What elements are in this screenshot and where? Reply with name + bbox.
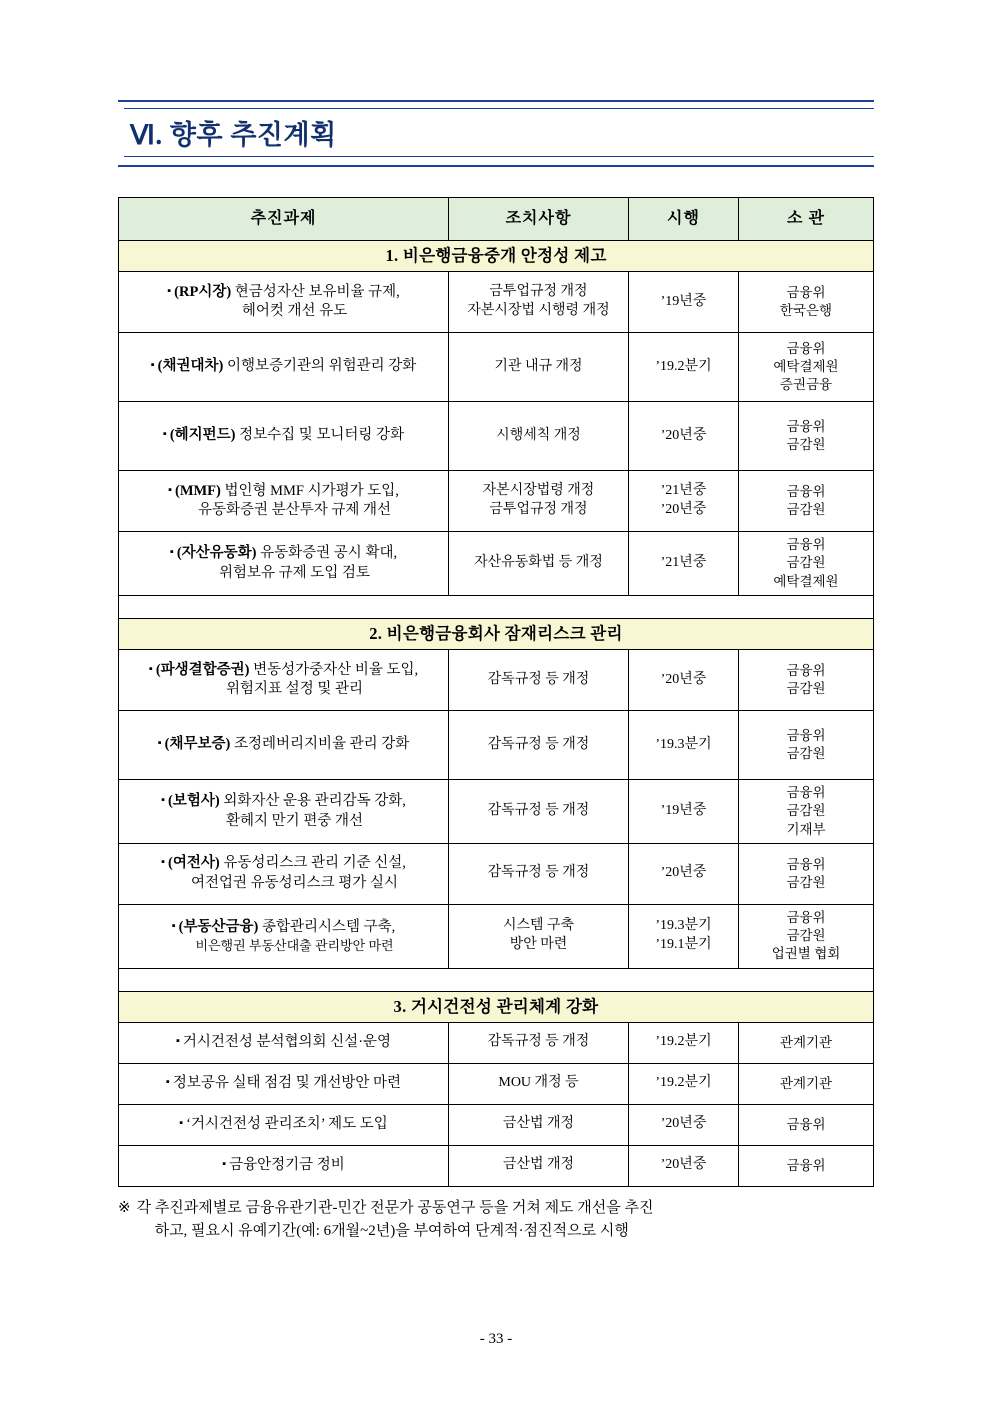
page-number: - 33 - [479, 1331, 513, 1347]
cell-owner: 금융위 금감원 [739, 471, 874, 532]
cell-task: ▪ (파생결합증권) 변동성가중자산 비율 도입, 위험지표 설정 및 관리 [119, 650, 449, 711]
footnote [118, 1197, 873, 1244]
footnote-line-1: 각 추진과제별로 금융유관기관-민간 전문가 공동연구 등을 거쳐 제도 개선을 추진 [136, 1199, 654, 1216]
col-timing: 시행 [629, 198, 739, 241]
cell-timing: ’19년중 [629, 272, 739, 333]
cell-owner: 금융위 한국은행 [739, 272, 874, 333]
cell-owner: 관계기관 [739, 1063, 874, 1104]
cell-task: ▪ (보험사) 외화자산 운용 관리감독 강화, 환헤지 만기 편중 개선 [119, 780, 449, 844]
table-header-row [119, 198, 874, 241]
cell-task: ▪ (RP시장) 현금성자산 보유비율 규제, 헤어컷 개선 유도 [119, 272, 449, 333]
table-row [119, 780, 874, 844]
section-title: 3. 거시건전성 관리체계 강화 [119, 991, 874, 1022]
cell-timing: ’20년중 [629, 843, 739, 904]
section-title: 1. 비은행금융중개 안정성 제고 [119, 241, 874, 272]
bullet-icon: ▪ [179, 1116, 184, 1129]
cell-timing: ’19.3분기 [629, 711, 739, 780]
cell-timing: ’21년중 ’20년중 [629, 471, 739, 532]
cell-action: 감독규정 등 개정 [449, 711, 629, 780]
bullet-icon: ▪ [161, 856, 165, 869]
table-row [119, 532, 874, 596]
plan-table [118, 197, 874, 1187]
cell-task: ▪ ‘거시건전성 관리조치’ 제도 도입 [119, 1104, 449, 1145]
cell-action: 감독규정 등 개정 [449, 780, 629, 844]
cell-task: ▪ 금융안정기금 정비 [119, 1145, 449, 1186]
section-title-row [119, 241, 874, 272]
cell-task: ▪ (채권대차) 이행보증기관의 위험관리 강화 [119, 333, 449, 402]
table-row [119, 402, 874, 471]
cell-action: 시스템 구축 방안 마련 [449, 904, 629, 968]
table-row [119, 1104, 874, 1145]
cell-task: ▪ (MMF) 법인형 MMF 시가평가 도입, 유동화증권 분산투자 규제 개선 [119, 471, 449, 532]
cell-owner: 금융위 금감원 업권별 협회 [739, 904, 874, 968]
table-body [119, 241, 874, 1187]
col-owner: 소 관 [739, 198, 874, 241]
cell-timing: ’19.3분기 ’19.1분기 [629, 904, 739, 968]
cell-owner: 금융위 금감원 [739, 843, 874, 904]
table-row [119, 1063, 874, 1104]
bullet-icon: ▪ [175, 1034, 180, 1047]
col-action: 조치사항 [449, 198, 629, 241]
cell-task: ▪ (헤지펀드) 정보수집 및 모니터링 강화 [119, 402, 449, 471]
section-title: 2. 비은행금융회사 잠재리스크 관리 [119, 618, 874, 649]
page-title: Ⅵ. 향후 추진계획 [130, 120, 337, 150]
cell-task: ▪ (부동산금융) 종합관리시스템 구축, 비은행권 부동산대출 관리방안 마련 [119, 904, 449, 968]
bullet-icon: ▪ [165, 1075, 170, 1088]
cell-owner: 금융위 금감원 [739, 402, 874, 471]
bullet-icon: ▪ [168, 483, 172, 496]
cell-timing: ’20년중 [629, 650, 739, 711]
cell-timing: ’19년중 [629, 780, 739, 844]
cell-action: 자본시장법령 개정 금투업규정 개정 [449, 471, 629, 532]
cell-owner: 금융위 [739, 1104, 874, 1145]
cell-task: ▪ 거시건전성 분석협의회 신설·운영 [119, 1022, 449, 1063]
footnote-line-2: 하고, 필요시 유예기간(예: 6개월~2년)을 부여하여 단계적·점진적으로 시행 [154, 1223, 629, 1240]
section-title-row [119, 991, 874, 1022]
cell-action: 감독규정 등 개정 [449, 650, 629, 711]
cell-timing: ’21년중 [629, 532, 739, 596]
cell-action: 금산법 개정 [449, 1104, 629, 1145]
bullet-icon: ▪ [150, 359, 155, 372]
table-row [119, 272, 874, 333]
cell-owner: 금융위 금감원 [739, 711, 874, 780]
cell-task: ▪ (여전사) 유동성리스크 관리 기준 신설, 여전업권 유동성리스크 평가 실시 [119, 843, 449, 904]
cell-timing: ’20년중 [629, 1145, 739, 1186]
section-spacer [119, 968, 874, 991]
cell-owner: 금융위 금감원 기재부 [739, 780, 874, 844]
table-row [119, 711, 874, 780]
bullet-icon: ▪ [167, 284, 172, 297]
cell-action: 자산유동화법 등 개정 [449, 532, 629, 596]
cell-timing: ’19.2분기 [629, 1022, 739, 1063]
section-spacer [119, 595, 874, 618]
bullet-icon: ▪ [171, 919, 176, 932]
cell-owner: 금융위 금감원 [739, 650, 874, 711]
cell-action: 시행세칙 개정 [449, 402, 629, 471]
cell-action: 금산법 개정 [449, 1145, 629, 1186]
col-task: 추진과제 [119, 198, 449, 241]
cell-owner: 금융위 금감원 예탁결제원 [739, 532, 874, 596]
cell-owner: 금융위 [739, 1145, 874, 1186]
cell-task: ▪ (자산유동화) 유동화증권 공시 확대, 위험보유 규제 도입 검토 [119, 532, 449, 596]
table-row [119, 471, 874, 532]
cell-timing: ’20년중 [629, 402, 739, 471]
cell-owner: 관계기관 [739, 1022, 874, 1063]
cell-action: 감독규정 등 개정 [449, 843, 629, 904]
table-row [119, 650, 874, 711]
section-heading [118, 100, 874, 167]
section-title-row [119, 618, 874, 649]
bullet-icon: ▪ [161, 793, 165, 806]
table-row [119, 843, 874, 904]
table-row [119, 333, 874, 402]
footnote-mark: ※ [118, 1199, 131, 1216]
cell-action: MOU 개정 등 [449, 1063, 629, 1104]
bullet-icon: ▪ [162, 428, 167, 441]
cell-action: 금투업규정 개정 자본시장법 시행령 개정 [449, 272, 629, 333]
cell-owner: 금융위 예탁결제원 증권금융 [739, 333, 874, 402]
table-row [119, 1145, 874, 1186]
cell-task: ▪ 정보공유 실태 점검 및 개선방안 마련 [119, 1063, 449, 1104]
table-row [119, 1022, 874, 1063]
table-row [119, 904, 874, 968]
cell-task: ▪ (채무보증) 조정레버리지비율 관리 강화 [119, 711, 449, 780]
bullet-icon: ▪ [148, 662, 153, 675]
cell-action: 기관 내규 개정 [449, 333, 629, 402]
cell-action: 감독규정 등 개정 [449, 1022, 629, 1063]
cell-timing: ’19.2분기 [629, 1063, 739, 1104]
cell-timing: ’20년중 [629, 1104, 739, 1145]
bullet-icon: ▪ [222, 1157, 227, 1170]
bullet-icon: ▪ [157, 737, 162, 750]
cell-timing: ’19.2분기 [629, 333, 739, 402]
bullet-icon: ▪ [169, 546, 174, 559]
